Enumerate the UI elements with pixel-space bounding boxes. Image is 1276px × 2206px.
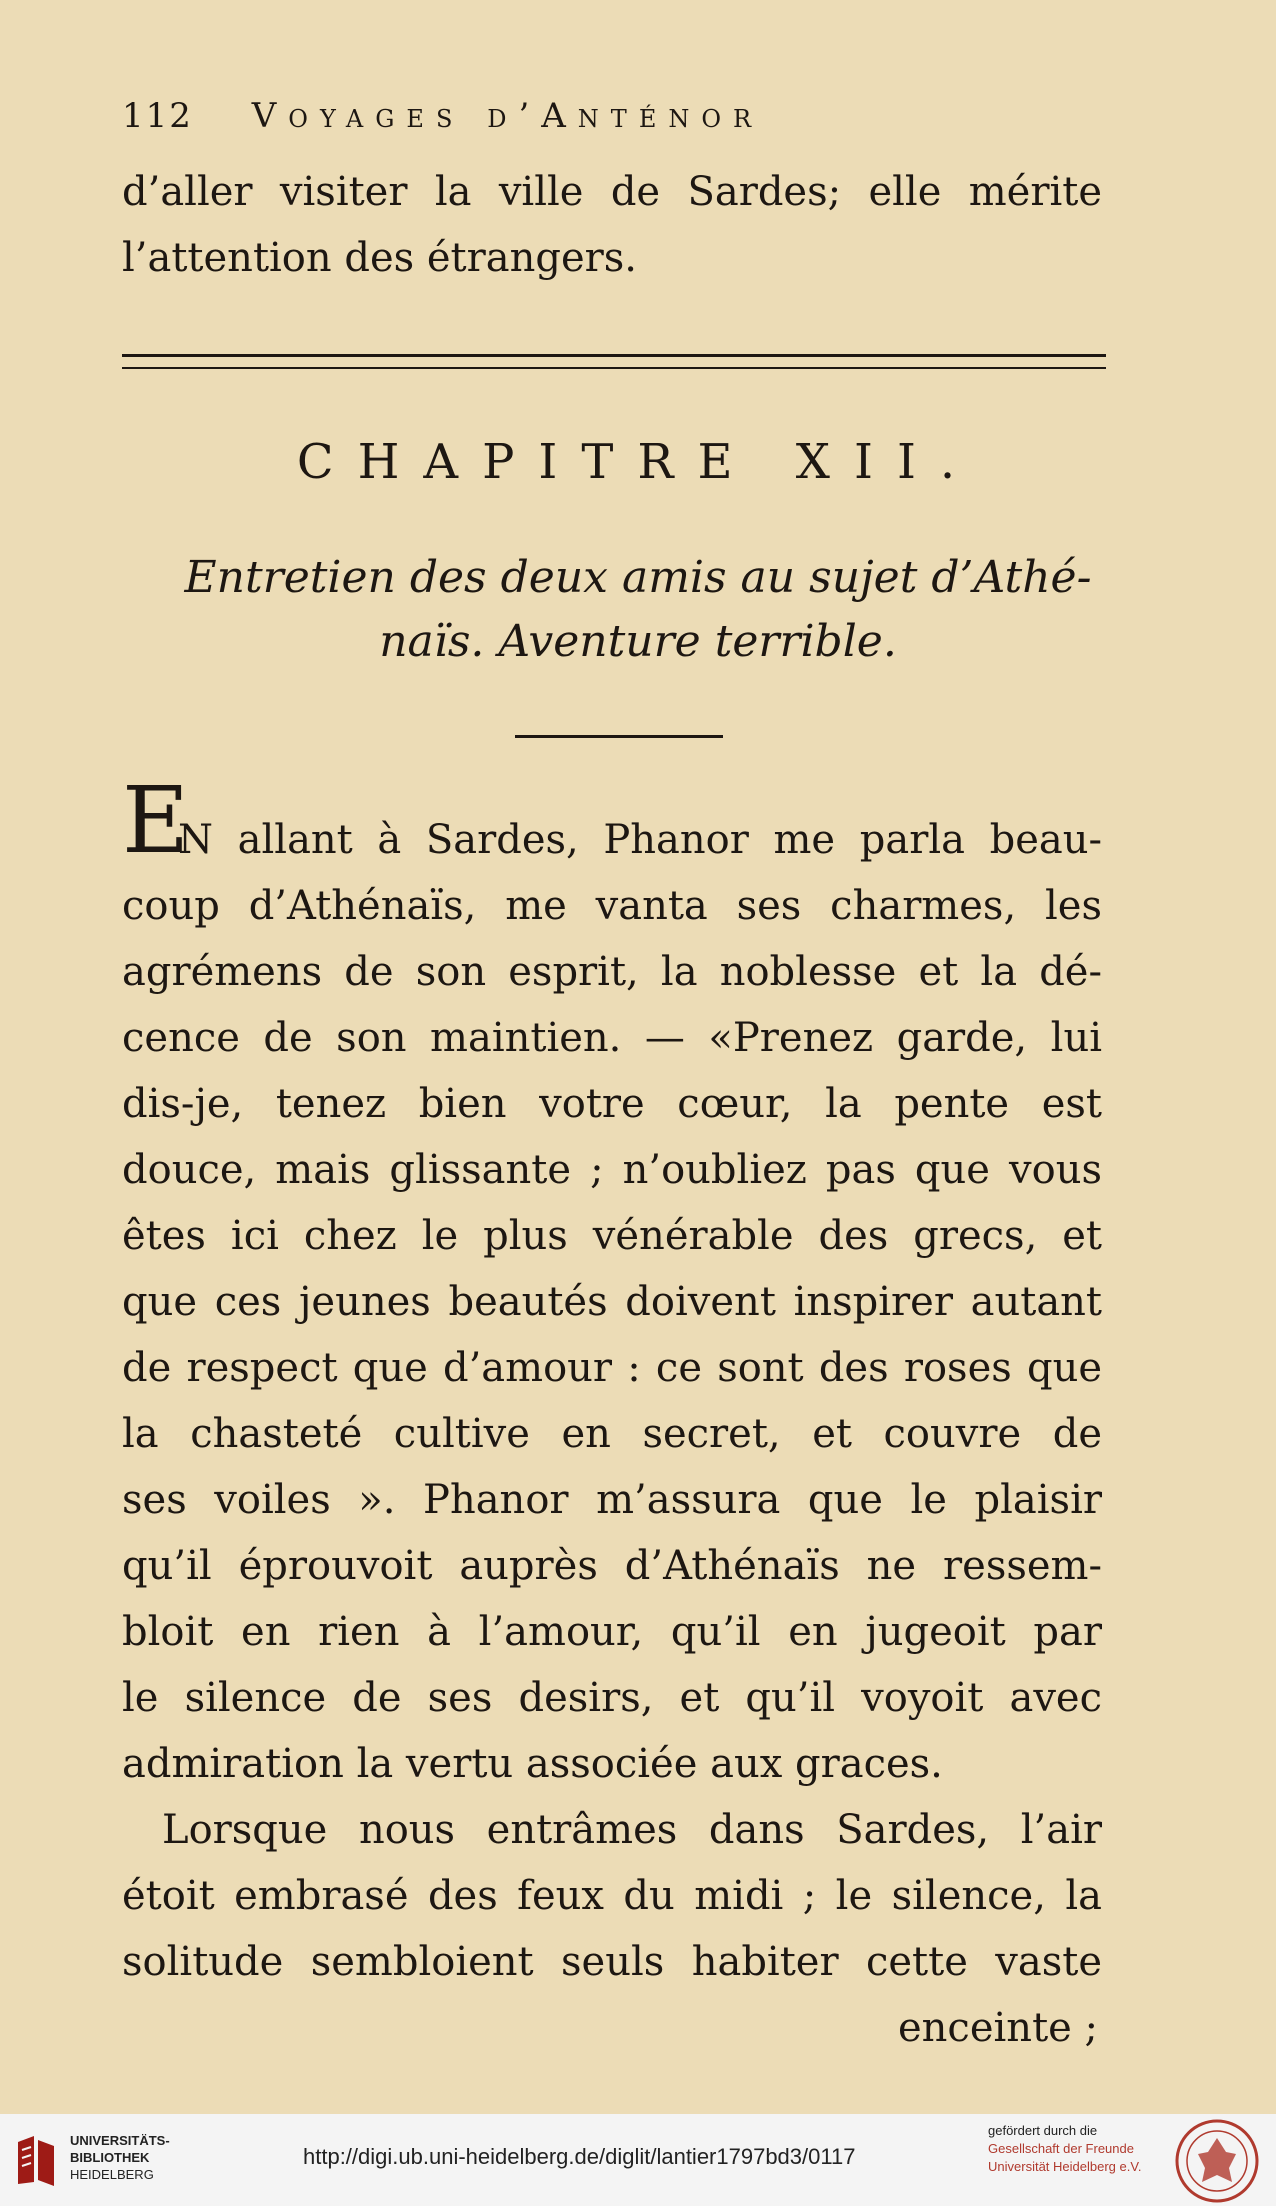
text-line: bloit en rien à l’amour, qu’il en jugeoit par [122,1609,1102,1655]
library-logo-icon [14,2132,58,2188]
text-line: cence de son maintien. — «Prenez garde, lui [122,1015,1102,1061]
text-line: qu’il éprouvoit auprès d’Athénaïs ne ressem- [122,1543,1102,1589]
text-line: que ces jeunes beautés doivent inspirer autant [122,1279,1102,1325]
text-line: admiration la vertu associée aux graces. [122,1741,943,1787]
drop-cap: E [122,767,190,874]
library-name-line: BIBLIOTHEK [70,2150,150,2165]
short-rule [515,735,723,738]
chapter-heading: CHAPITRE XII. [296,434,980,490]
text-line: dis-je, tenez bien votre cœur, la pente est [122,1081,1102,1127]
library-name [70,2132,170,2183]
text-line: le silence de ses desirs, et qu’il voyoit avec [122,1675,1102,1721]
text-line: êtes ici chez le plus vénérable des grecs, et [122,1213,1102,1259]
running-title: Voyages d’Anténor [251,96,764,136]
page-number: 112 [122,96,193,136]
sponsor-line: Gesellschaft der Freunde [988,2141,1134,2156]
sponsor-line: gefördert durch die [988,2123,1098,2138]
university-seal-icon [1174,2118,1260,2204]
library-name-line: HEIDELBERG [70,2167,154,2182]
sponsor-text [988,2122,1141,2176]
library-name-line: UNIVERSITÄTS- [70,2133,170,2148]
chapter-subtitle-line: naïs. Aventure terrible. [379,616,897,667]
chapter-subtitle-line: Entretien des deux amis au sujet d’Athé- [184,552,1092,603]
text-line: l’attention des étrangers. [122,235,637,281]
text-line: Lorsque nous entrâmes dans Sardes, l’air [162,1807,1102,1853]
permalink-url[interactable]: http://digi.ub.uni-heidelberg.de/diglit/lantier1797bd3/0117 [303,2144,856,2169]
sponsor-line: Universität Heidelberg e.V. [988,2159,1142,2174]
text-line: étoit embrasé des feux du midi ; le silence, la [122,1873,1102,1919]
text-line: N allant à Sardes, Phanor me parla beau- [178,817,1102,863]
running-head [122,96,763,136]
text-line: d’aller visiter la ville de Sardes; elle mérite [122,169,1102,215]
text-line: de respect que d’amour : ce sont des roses que [122,1345,1102,1391]
catchword: enceinte ; [898,2005,1098,2051]
text-line: douce, mais glissante ; n’oubliez pas que vous [122,1147,1102,1193]
text-line: agrémens de son esprit, la noblesse et la dé- [122,949,1102,995]
text-line: ses voiles ». Phanor m’assura que le plaisir [122,1477,1102,1523]
double-rule [122,354,1106,369]
text-line: coup d’Athénaïs, me vanta ses charmes, les [122,883,1102,929]
text-line: solitude sembloient seuls habiter cette vaste [122,1939,1102,1985]
text-line: la chasteté cultive en secret, et couvre de [122,1411,1102,1457]
footer-bar [0,2114,1276,2206]
